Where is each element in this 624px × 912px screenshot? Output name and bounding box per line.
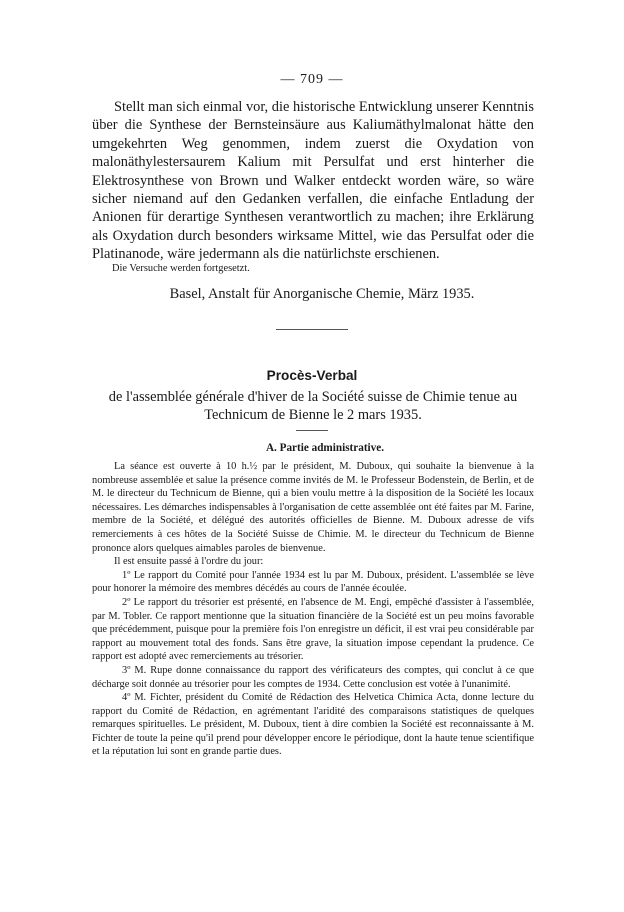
german-paragraph: Stellt man sich einmal vor, die historische Entwicklung unserer Kenntnis über die Synthese der Bernsteinsäure aus Kaliumäthylmalonat hätte den umgekehrten Weg genommen, indem zuerst die Oxydation von malonäthylestersaurem Kalium mit Persulfat und erst hinterher die Elektrosynthese von Brown und Walker entdeckt worden wäre, so wäre sicher niemand auf den Gedanken verfallen, die einfache Entladung der Anionen für derartige Synthesen verantwortlich zu machen; ihre Erklärung als Oxydation durch besonders wirksame Mittel, wie das Persulfat oder die Platinanode, wäre jedermann als die natürlichste erschienen. xyxy=(92,99,534,263)
page-number: — 709 — xyxy=(280,72,344,87)
section-heading: A. Partie administrative. xyxy=(265,442,385,454)
note-text: Die Versuche werden fortgesetzt. xyxy=(112,263,250,274)
paragraph-opening: La séance est ouverte à 10 h.½ par le président, M. Duboux, qui souhaite la bienvenue à la nombreuse assemblée et salue la présence comme invités de M. le Professeur Bodenstein, de Berlin, et de M. le directeur du Technicum de Bienne, qui a bien voulu mettre à la disposition de la Société les locaux nécessaires. Les démarches indispensables à l'organisation de cette assemblée ont été faites par M. Farine, membre de la Société, et délégué des autorités officielles de Bienne. M. Duboux adresse de vifs remerciements à ces hôtes de la Société Suisse de Chimie. M. le directeur du Technicum de Bienne prononce alors quelques aimables paroles de bienvenue. xyxy=(92,461,534,554)
paragraph-item-3: 3º M. Rupe donne connaissance du rapport des vérificateurs des comptes, qui conclut à ce que décharge soit donnée au trésorier pour les comptes de 1934. Cette conclusion est votée à l'unanimité. xyxy=(92,664,534,690)
paragraph-agenda: Il est ensuite passé à l'ordre du jour: xyxy=(114,556,264,568)
minutes-body xyxy=(92,460,534,759)
separator-rule xyxy=(276,329,348,330)
paragraph-item-2: 2º Le rapport du trésorier est présenté, en l'absence de M. Engi, empêché d'assister à l'assemblée, par M. Tobler. Ce rapport mentionne que la situation financière de la Société est un peu moins favorable que précédemment, puisque pour la première fois l'on enregistre un déficit, il est vrai peu considérable par rapport au mouvement total des fonds. Sans être grave, la situation impose cependant la prudence. Ce rapport est adopté avec remerciements au trésorier. xyxy=(92,596,534,663)
document-title: Procès-Verbal xyxy=(266,368,358,383)
german-paragraph-block xyxy=(92,98,534,264)
paragraph-item-4: 4º M. Fichter, président du Comité de Rédaction des Helvetica Chimica Acta, donne lecture du rapport du Comité de Rédaction, en agrémentant l'aridité des comparaisons statistiques de quelques remarques spirituelles. Le président, M. Duboux, tient à dire combien la Société est reconnaissante à M. Fichter de toute la peine qu'il prend pour développer encore le périodique, dont la haute tenue scientifique et la réputation lui sont en grande partie dues. xyxy=(92,692,534,758)
signature-line: Basel, Anstalt für Anorganische Chemie, März 1935. xyxy=(169,286,475,302)
paragraph-item-1: 1º Le rapport du Comité pour l'année 1934 est lu par M. Duboux, président. L'assemblée se lève pour honorer la mémoire des membres décédés au cours de l'année écoulée. xyxy=(92,569,534,595)
short-rule xyxy=(296,430,328,431)
document-subtitle: de l'assemblée générale d'hiver de la Société suisse de Chimie tenue au Technicum de Bienne le 2 mars 1935. xyxy=(108,389,518,423)
